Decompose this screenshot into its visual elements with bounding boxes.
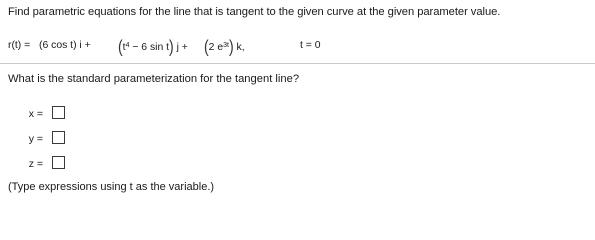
y-close-paren: ): [169, 36, 174, 56]
x-label: x =: [28, 108, 43, 120]
z-exponent: 3t: [223, 42, 229, 49]
z-coef: 2 e: [208, 42, 224, 53]
equation-z-term: [204, 36, 245, 56]
equation-lhs: r(t) =: [8, 40, 31, 51]
answer-row-y: [10, 131, 65, 147]
curve-equation: [8, 30, 568, 56]
y-answer-input[interactable]: [52, 131, 65, 144]
section-divider: [0, 63, 595, 64]
z-unit: k,: [233, 42, 245, 53]
equation-y-term: [118, 36, 188, 56]
x-answer-input[interactable]: [52, 106, 65, 119]
parameter-value: t = 0: [300, 40, 321, 51]
answer-row-z: [10, 156, 65, 172]
y-rest: − 6 sin t: [129, 42, 170, 53]
z-answer-input[interactable]: [52, 156, 65, 169]
y-open-paren: (: [118, 36, 123, 56]
answer-row-x: [10, 106, 65, 122]
question-text: What is the standard parameterization for the tangent line?: [8, 73, 300, 85]
equation-x-term: (6 cos t) i +: [39, 40, 91, 51]
z-label: z =: [28, 158, 43, 170]
y-label: y =: [28, 133, 43, 145]
problem-prompt: Find parametric equations for the line that is tangent to the given curve at the given parameter value.: [8, 6, 501, 18]
y-exponent: 4: [125, 42, 130, 49]
y-t: t: [122, 42, 126, 53]
y-unit: j +: [173, 42, 188, 53]
instruction-note: (Type expressions using t as the variable.): [8, 181, 215, 193]
z-close-paren: ): [228, 36, 234, 56]
z-open-paren: (: [204, 36, 209, 56]
